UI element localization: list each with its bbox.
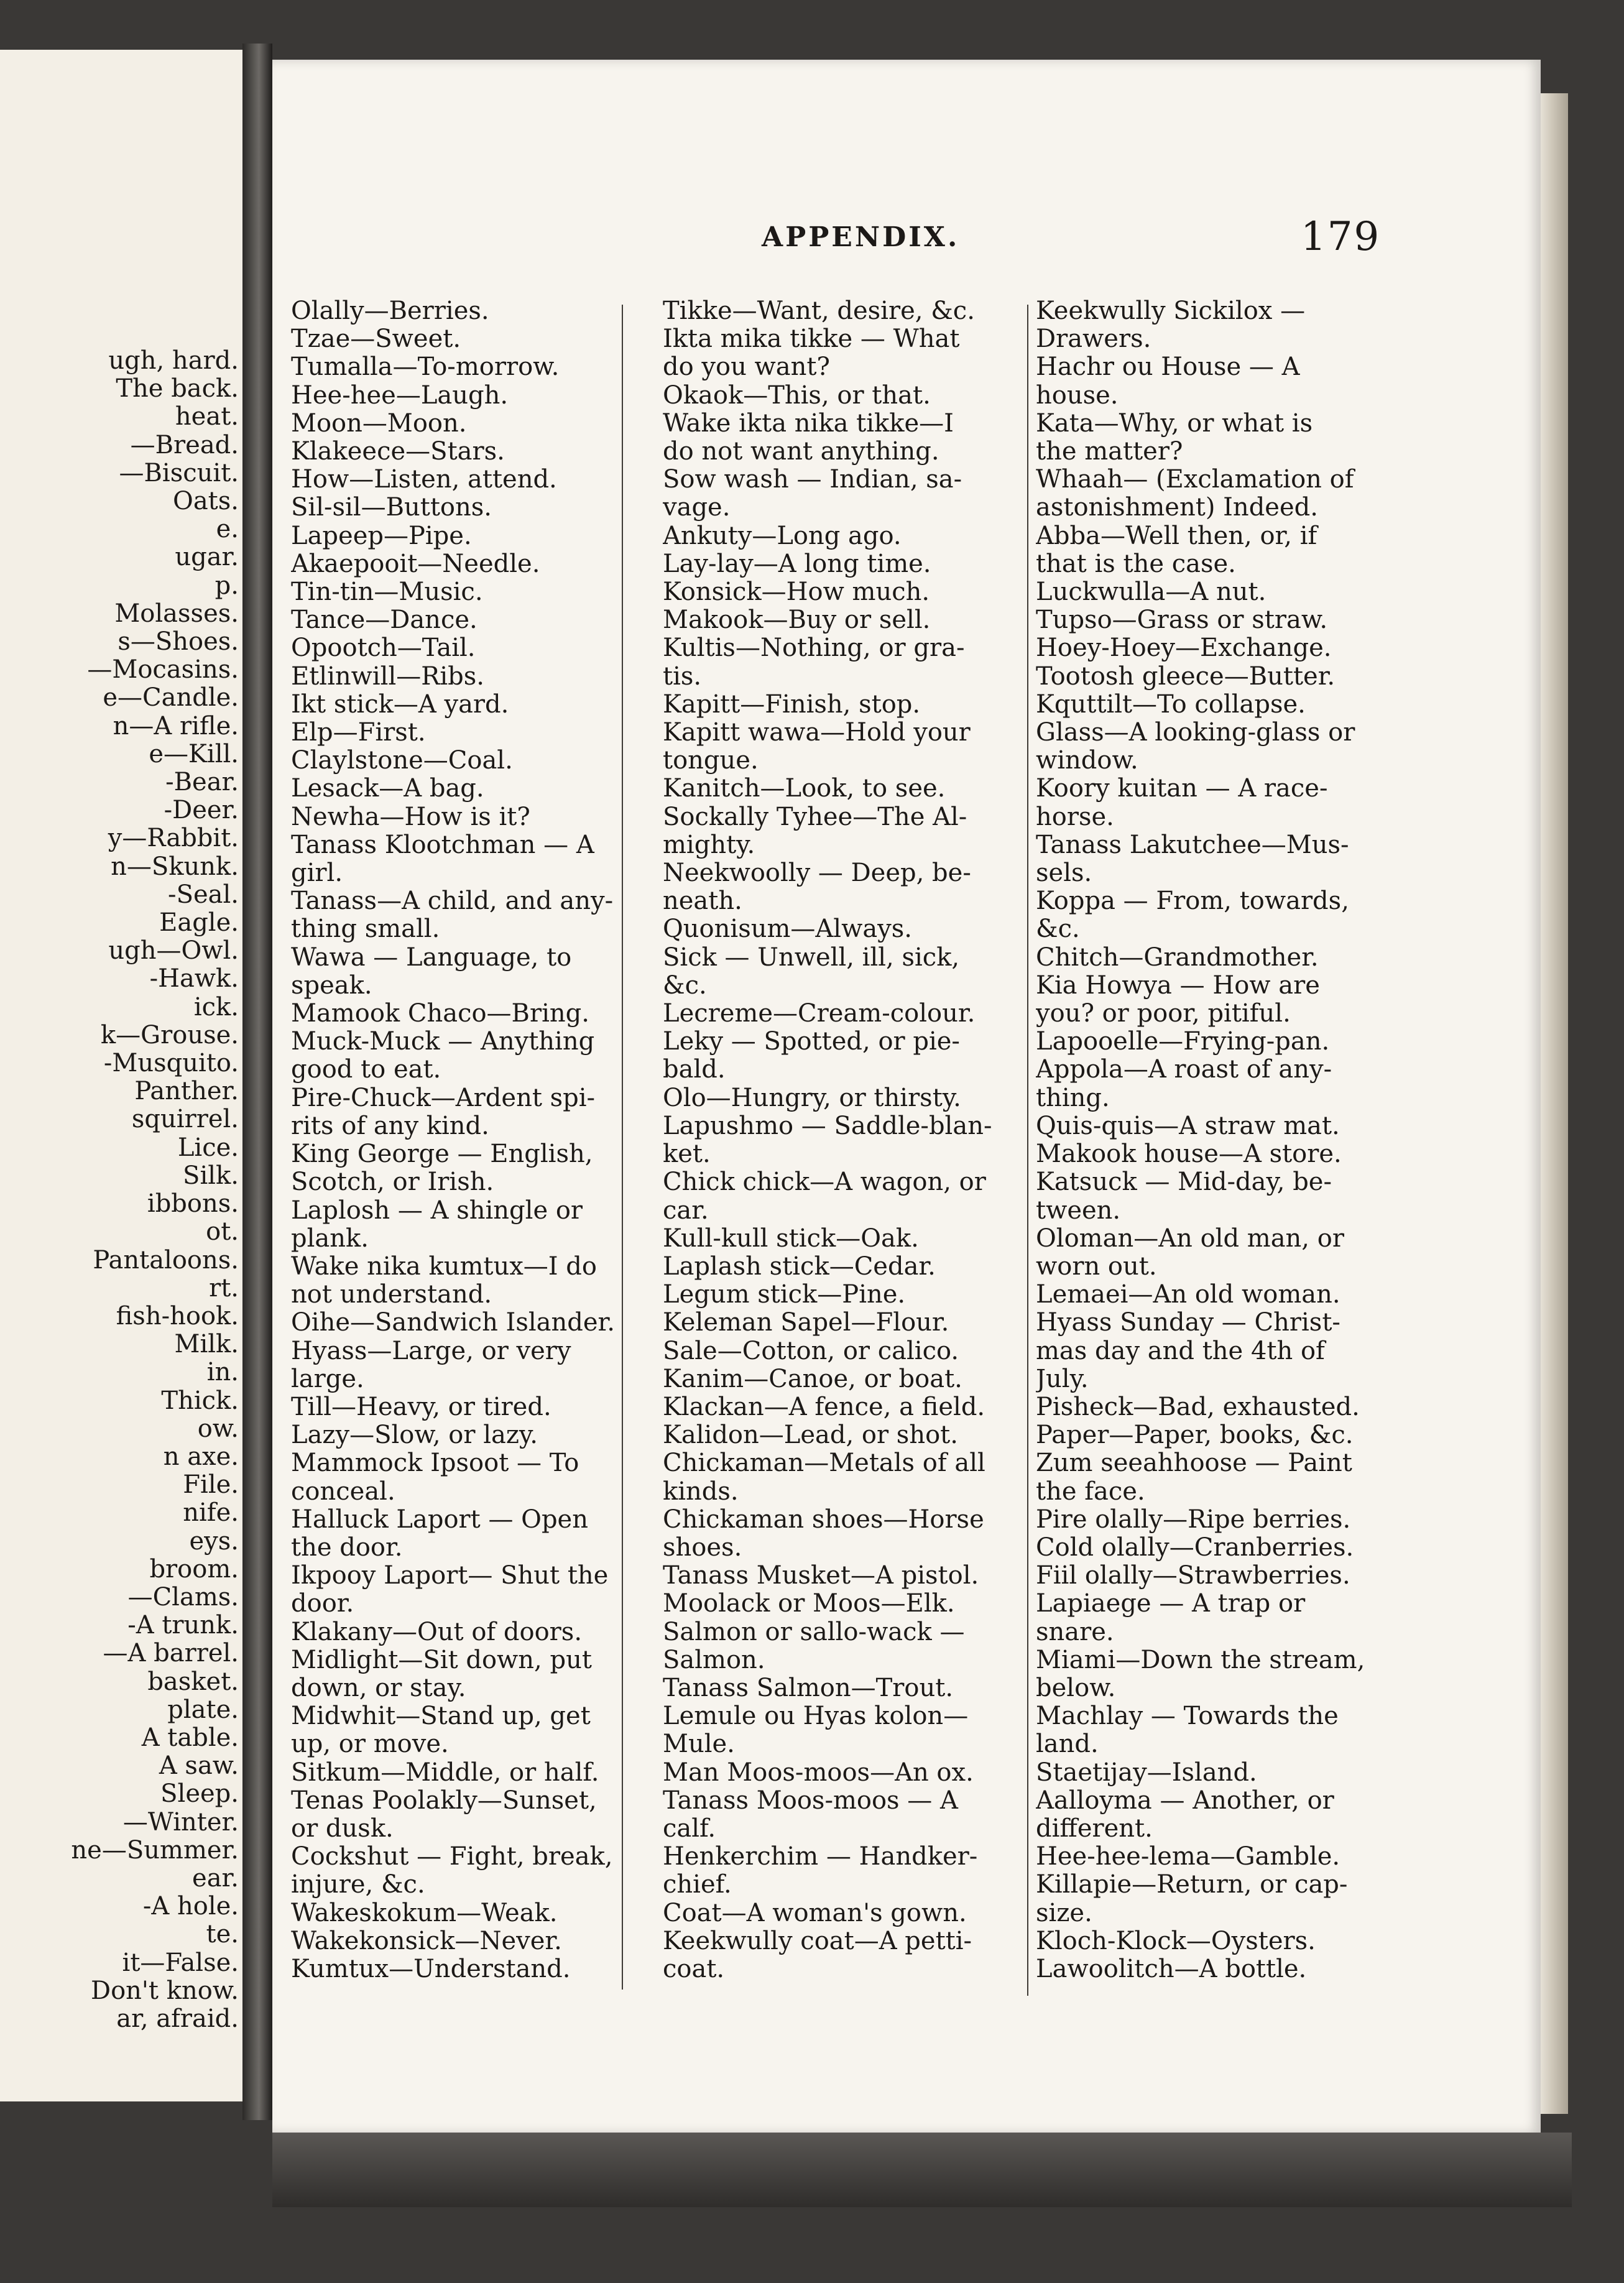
entry-line: Tootosh gleece—Butter. xyxy=(1036,662,1336,691)
entry-line: Cockshut — Fight, break, xyxy=(291,1843,613,1871)
entry-line: Tanass Moos-moos — A xyxy=(663,1786,958,1815)
column-rule xyxy=(1027,305,1028,1996)
entry-line: Kia Howya — How are xyxy=(1036,971,1320,1000)
entry-line: Lecreme—Cream-colour. xyxy=(663,1000,976,1028)
entry-line: rt. xyxy=(209,1274,239,1303)
entry-line: Kull-kull stick—Oak. xyxy=(663,1224,919,1253)
previous-page xyxy=(0,50,244,2101)
entry-line: do you want? xyxy=(663,353,830,382)
entry-line: ket. xyxy=(663,1140,711,1169)
entry-line: -A trunk. xyxy=(127,1612,239,1640)
entry-line: snare. xyxy=(1036,1618,1114,1646)
entry-line: Chitch—Grandmother. xyxy=(1036,943,1319,972)
entry-line: Pire-Chuck—Ardent spi- xyxy=(291,1084,596,1112)
entry-line: shoes. xyxy=(663,1533,742,1562)
entry-line: down, or stay. xyxy=(291,1674,466,1702)
entry-line: —Bread. xyxy=(130,431,239,459)
page-edge xyxy=(1541,93,1568,2114)
entry-line: Lazy—Slow, or lazy. xyxy=(291,1421,538,1450)
entry-line: Moolack or Moos—Elk. xyxy=(663,1590,955,1618)
entry-line: Quis-quis—A straw mat. xyxy=(1036,1112,1340,1140)
entry-line: Sale—Cotton, or calico. xyxy=(663,1337,959,1365)
entry-line: Tumalla—To-morrow. xyxy=(291,353,560,382)
entry-line: Makook house—A store. xyxy=(1036,1140,1342,1169)
entry-line: Lapeep—Pipe. xyxy=(291,522,472,550)
entry-line: Tance—Dance. xyxy=(291,606,478,635)
entry-line: Tenas Poolakly—Sunset, xyxy=(291,1786,597,1815)
entry-line: A table. xyxy=(141,1723,239,1752)
entry-line: Lay-lay—A long time. xyxy=(663,550,931,578)
entry-line: Kultis—Nothing, or gra- xyxy=(663,634,965,663)
entry-line: chief. xyxy=(663,1871,732,1899)
entry-line: Tanass Musket—A pistol. xyxy=(663,1562,979,1590)
entry-line: Oloman—An old man, or xyxy=(1036,1224,1344,1253)
entry-line: Drawers. xyxy=(1036,325,1151,354)
entry-line: Klackan—A fence, a field. xyxy=(663,1393,985,1421)
entry-line: Sow wash — Indian, sa- xyxy=(663,466,962,494)
entry-line: large. xyxy=(291,1365,364,1393)
entry-line: Sick — Unwell, ill, sick, xyxy=(663,943,960,972)
entry-line: Lemaei—An old woman. xyxy=(1036,1281,1340,1309)
entry-line: Mammock Ipsoot — To xyxy=(291,1449,579,1478)
entry-line: Ikpooy Laport— Shut the xyxy=(291,1562,609,1590)
entry-line: Coat—A woman's gown. xyxy=(663,1899,967,1927)
entry-line: The back. xyxy=(116,375,239,404)
entry-line: ugh, hard. xyxy=(108,347,239,375)
entry-line: —Clams. xyxy=(127,1583,239,1612)
book-gutter xyxy=(242,44,272,2120)
entry-line: n—Skunk. xyxy=(111,852,239,881)
entry-line: Moon—Moon. xyxy=(291,409,467,438)
entry-line: Thick. xyxy=(161,1386,239,1415)
entry-line: worn out. xyxy=(1036,1252,1157,1281)
entry-line: Luckwulla—A nut. xyxy=(1036,578,1266,607)
entry-line: Scotch, or Irish. xyxy=(291,1168,494,1197)
entry-line: car. xyxy=(663,1196,709,1225)
entry-line: k—Grouse. xyxy=(100,1021,239,1049)
entry-line: July. xyxy=(1036,1365,1089,1393)
entry-line: girl. xyxy=(291,859,343,888)
entry-line: Kapitt—Finish, stop. xyxy=(663,690,921,719)
entry-line: neath. xyxy=(663,887,742,916)
entry-line: mas day and the 4th of xyxy=(1036,1337,1325,1365)
entry-line: Abba—Well then, or, if xyxy=(1036,522,1317,550)
entry-line: injure, &c. xyxy=(291,1871,425,1899)
entry-line: the face. xyxy=(1036,1477,1145,1506)
entry-line: Pisheck—Bad, exhausted. xyxy=(1036,1393,1360,1421)
entry-line: window. xyxy=(1036,747,1138,775)
entry-line: Tanass Lakutchee—Mus- xyxy=(1036,831,1349,859)
entry-line: -Musquito. xyxy=(103,1049,239,1078)
entry-line: Keekwully coat—A petti- xyxy=(663,1927,972,1955)
entry-line: the door. xyxy=(291,1533,403,1562)
entry-line: Glass—A looking-glass or xyxy=(1036,719,1355,747)
entry-line: Hee-hee-lema—Gamble. xyxy=(1036,1843,1340,1871)
entry-line: Quonisum—Always. xyxy=(663,915,913,944)
entry-line: tween. xyxy=(1036,1196,1121,1225)
entry-line: ick. xyxy=(193,993,239,1022)
entry-line: Tupso—Grass or straw. xyxy=(1036,606,1328,635)
entry-line: that is the case. xyxy=(1036,550,1236,578)
entry-line: ne—Summer. xyxy=(71,1836,239,1865)
entry-line: Leky — Spotted, or pie- xyxy=(663,1028,960,1056)
entry-line: Opootch—Tail. xyxy=(291,634,476,663)
entry-line: Midwhit—Stand up, get xyxy=(291,1702,591,1731)
entry-line: or dusk. xyxy=(291,1814,394,1843)
entry-line: Makook—Buy or sell. xyxy=(663,606,931,635)
entry-line: Hyass Sunday — Christ- xyxy=(1036,1309,1340,1337)
entry-line: Etlinwill—Ribs. xyxy=(291,662,484,691)
entry-line: Hachr ou House — A xyxy=(1036,353,1300,382)
entry-line: Hyass—Large, or very xyxy=(291,1337,571,1365)
entry-line: —Biscuit. xyxy=(119,459,239,487)
entry-line: Sitkum—Middle, or half. xyxy=(291,1758,599,1787)
entry-line: Laplash stick—Cedar. xyxy=(663,1252,936,1281)
entry-line: Kapitt wawa—Hold your xyxy=(663,719,971,747)
entry-line: not understand. xyxy=(291,1281,492,1309)
entry-line: Wawa — Language, to xyxy=(291,943,572,972)
entry-line: the matter? xyxy=(1036,438,1183,466)
entry-line: Silk. xyxy=(183,1161,239,1190)
entry-line: ugar. xyxy=(175,543,239,572)
entry-line: good to eat. xyxy=(291,1056,441,1084)
entry-line: Keekwully Sickilox — xyxy=(1036,297,1306,325)
entry-line: Mule. xyxy=(663,1730,735,1759)
entry-line: ibbons. xyxy=(147,1190,239,1219)
entry-line: —A barrel. xyxy=(103,1640,239,1668)
previous-page-text xyxy=(0,347,242,2033)
entry-line: Klakany—Out of doors. xyxy=(291,1618,583,1646)
entry-line: —Winter. xyxy=(122,1808,239,1837)
entry-line: kinds. xyxy=(663,1477,739,1506)
entry-line: Kata—Why, or what is xyxy=(1036,409,1313,438)
entry-line: te. xyxy=(206,1921,239,1949)
entry-line: Hee-hee—Laugh. xyxy=(291,381,509,410)
entry-line: Kloch-Klock—Oysters. xyxy=(1036,1927,1316,1955)
entry-line: Kalidon—Lead, or shot. xyxy=(663,1421,958,1450)
entry-line: Pire olally—Ripe berries. xyxy=(1036,1505,1351,1534)
entry-line: Koory kuitan — A race- xyxy=(1036,775,1328,803)
bottom-shadow xyxy=(272,2133,1572,2207)
entry-line: broom. xyxy=(149,1555,239,1584)
entry-line: fish-hook. xyxy=(116,1302,239,1331)
entry-line: -Bear. xyxy=(165,768,239,797)
entry-line: Lesack—A bag. xyxy=(291,775,484,803)
entry-line: Eagle. xyxy=(159,909,239,938)
entry-line: Whaah— (Exclamation of xyxy=(1036,466,1354,494)
entry-line: ow. xyxy=(197,1414,239,1443)
entry-line: thing small. xyxy=(291,915,440,944)
entry-line: y—Rabbit. xyxy=(108,824,239,853)
entry-line: e. xyxy=(216,515,239,544)
entry-line: Staetijay—Island. xyxy=(1036,1758,1257,1787)
entry-line: Pantaloons. xyxy=(93,1246,239,1275)
entry-line: Tanass Salmon—Trout. xyxy=(663,1674,954,1702)
vocabulary-column-2 xyxy=(663,297,1017,1983)
entry-line: Kanim—Canoe, or boat. xyxy=(663,1365,962,1393)
entry-line: How—Listen, attend. xyxy=(291,466,557,494)
entry-line: mighty. xyxy=(663,831,755,859)
entry-line: -Deer. xyxy=(164,796,239,825)
entry-line: Lemule ou Hyas kolon— xyxy=(663,1702,969,1731)
entry-line: Olo—Hungry, or thirsty. xyxy=(663,1084,961,1112)
entry-line: Neekwoolly — Deep, be- xyxy=(663,859,971,888)
entry-line: Salmon. xyxy=(663,1646,765,1674)
entry-line: coat. xyxy=(663,1955,725,1983)
entry-line: Okaok—This, or that. xyxy=(663,381,931,410)
entry-line: n axe. xyxy=(163,1442,239,1471)
entry-line: do not want anything. xyxy=(663,438,939,466)
entry-line: Ikt stick—A yard. xyxy=(291,690,509,719)
entry-line: Oats. xyxy=(173,487,239,516)
entry-line: tongue. xyxy=(663,747,759,775)
entry-line: Ikta mika tikke — What xyxy=(663,325,960,354)
entry-line: Zum seeahhoose — Paint xyxy=(1036,1449,1352,1478)
entry-line: Appola—A roast of any- xyxy=(1036,1056,1332,1084)
entry-line: Machlay — Towards the xyxy=(1036,1702,1339,1731)
entry-line: Oihe—Sandwich Islander. xyxy=(291,1309,615,1337)
entry-line: Sockally Tyhee—The Al- xyxy=(663,803,967,831)
entry-line: Halluck Laport — Open xyxy=(291,1505,588,1534)
entry-line: Midlight—Sit down, put xyxy=(291,1646,592,1674)
entry-line: size. xyxy=(1036,1899,1092,1927)
entry-line: heat. xyxy=(175,403,239,431)
entry-line: -Hawk. xyxy=(149,965,239,994)
entry-line: thing. xyxy=(1036,1084,1110,1112)
entry-line: Claylstone—Coal. xyxy=(291,747,513,775)
entry-line: Keleman Sapel—Flour. xyxy=(663,1309,949,1337)
entry-line: Don't know. xyxy=(91,1976,239,2005)
entry-line: ear. xyxy=(192,1864,239,1893)
entry-line: Koppa — From, towards, xyxy=(1036,887,1349,916)
entry-line: Wakeskokum—Weak. xyxy=(291,1899,558,1927)
entry-line: Hoey-Hoey—Exchange. xyxy=(1036,634,1332,663)
entry-line: Konsick—How much. xyxy=(663,578,930,607)
entry-line: —Mocasins. xyxy=(87,656,239,685)
entry-line: Kanitch—Look, to see. xyxy=(663,775,946,803)
entry-line: Sil-sil—Buttons. xyxy=(291,494,492,522)
entry-line: -A hole. xyxy=(142,1893,239,1921)
entry-line: Kumtux—Understand. xyxy=(291,1955,571,1983)
entry-line: Lapiaege — A trap or xyxy=(1036,1590,1306,1618)
entry-line: vage. xyxy=(663,494,731,522)
entry-line: Tanass—A child, and any- xyxy=(291,887,614,916)
entry-line: Mamook Chaco—Bring. xyxy=(291,1000,589,1028)
entry-line: it—False. xyxy=(122,1949,239,1977)
entry-line: File. xyxy=(183,1471,239,1500)
entry-line: sels. xyxy=(1036,859,1092,888)
entry-line: Ankuty—Long ago. xyxy=(663,522,902,550)
entry-line: Kquttilt—To collapse. xyxy=(1036,690,1306,719)
entry-line: different. xyxy=(1036,1814,1153,1843)
entry-line: calf. xyxy=(663,1814,716,1843)
entry-line: s—Shoes. xyxy=(118,628,239,657)
entry-line: Cold olally—Cranberries. xyxy=(1036,1533,1354,1562)
entry-line: house. xyxy=(1036,381,1119,410)
entry-line: -Seal. xyxy=(168,880,239,909)
entry-line: Henkerchim — Handker- xyxy=(663,1843,978,1871)
entry-line: eys. xyxy=(189,1527,239,1556)
entry-line: bald. xyxy=(663,1056,726,1084)
entry-line: Till—Heavy, or tired. xyxy=(291,1393,551,1421)
entry-line: horse. xyxy=(1036,803,1114,831)
vocabulary-column-3 xyxy=(1036,297,1393,1983)
entry-line: door. xyxy=(291,1590,354,1618)
entry-line: Laplosh — A shingle or xyxy=(291,1196,583,1225)
entry-line: Molasses. xyxy=(114,599,239,628)
entry-line: Chickaman—Metals of all xyxy=(663,1449,985,1478)
entry-line: Legum stick—Pine. xyxy=(663,1281,906,1309)
column-rule xyxy=(622,305,623,1990)
entry-line: &c. xyxy=(1036,915,1080,944)
entry-line: Akaepooit—Needle. xyxy=(291,550,540,578)
entry-line: ar, afraid. xyxy=(116,2004,239,2033)
entry-line: e—Kill. xyxy=(149,740,239,768)
entry-line: Klakeece—Stars. xyxy=(291,438,505,466)
entry-line: ot. xyxy=(206,1218,239,1247)
entry-line: in. xyxy=(206,1358,239,1387)
entry-line: plank. xyxy=(291,1224,369,1253)
entry-line: e—Candle. xyxy=(103,684,239,713)
entry-line: Paper—Paper, books, &c. xyxy=(1036,1421,1354,1450)
entry-line: astonishment) Indeed. xyxy=(1036,494,1318,522)
entry-line: Panther. xyxy=(134,1077,239,1106)
entry-line: rits of any kind. xyxy=(291,1112,489,1140)
entry-line: &c. xyxy=(663,971,707,1000)
entry-line: squirrel. xyxy=(131,1105,239,1134)
entry-line: Miami—Down the stream, xyxy=(1036,1646,1365,1674)
entry-line: basket. xyxy=(147,1667,239,1696)
entry-line: Wake ikta nika tikke—I xyxy=(663,409,954,438)
entry-line: below. xyxy=(1036,1674,1116,1702)
entry-line: King George — English, xyxy=(291,1140,593,1169)
entry-line: Tanass Klootchman — A xyxy=(291,831,594,859)
vocabulary-column-1 xyxy=(291,297,645,1983)
entry-line: plate. xyxy=(167,1695,239,1724)
entry-line: Elp—First. xyxy=(291,719,426,747)
entry-line: Man Moos-moos—An ox. xyxy=(663,1758,974,1787)
entry-line: land. xyxy=(1036,1730,1099,1759)
entry-line: Sleep. xyxy=(160,1780,239,1809)
entry-line: Lapushmo — Saddle-blan- xyxy=(663,1112,992,1140)
entry-line: Aalloyma — Another, or xyxy=(1036,1786,1334,1815)
entry-line: Olally—Berries. xyxy=(291,297,489,325)
entry-line: ugh—Owl. xyxy=(108,937,239,966)
entry-line: Salmon or sallo-wack — xyxy=(663,1618,965,1646)
entry-line: tis. xyxy=(663,662,702,691)
entry-line: Chick chick—A wagon, or xyxy=(663,1168,986,1197)
entry-line: Newha—How is it? xyxy=(291,803,530,831)
entry-line: A saw. xyxy=(159,1752,239,1781)
entry-line: Wake nika kumtux—I do xyxy=(291,1252,597,1281)
entry-line: Milk. xyxy=(174,1331,239,1359)
entry-line: Chickaman shoes—Horse xyxy=(663,1505,984,1534)
entry-line: you? or poor, pitiful. xyxy=(1036,1000,1291,1028)
entry-line: Katsuck — Mid-day, be- xyxy=(1036,1168,1332,1197)
entry-line: Muck-Muck — Anything xyxy=(291,1028,595,1056)
entry-line: Lice. xyxy=(177,1133,239,1162)
entry-line: Tzae—Sweet. xyxy=(291,325,461,354)
entry-line: Fiil olally—Strawberries. xyxy=(1036,1562,1350,1590)
running-head: APPENDIX. xyxy=(762,221,960,253)
entry-line: n—A rifle. xyxy=(113,712,239,740)
page-number: 179 xyxy=(1301,214,1381,260)
entry-line: Lawoolitch—A bottle. xyxy=(1036,1955,1307,1983)
entry-line: conceal. xyxy=(291,1477,395,1506)
entry-line: Lapooelle—Frying-pan. xyxy=(1036,1028,1330,1056)
entry-line: p. xyxy=(215,571,239,600)
entry-line: up, or move. xyxy=(291,1730,449,1759)
entry-line: nife. xyxy=(183,1499,239,1528)
entry-line: Tin-tin—Music. xyxy=(291,578,483,607)
entry-line: Wakekonsick—Never. xyxy=(291,1927,562,1955)
entry-line: speak. xyxy=(291,971,372,1000)
entry-line: Killapie—Return, or cap- xyxy=(1036,1871,1348,1899)
entry-line: Tikke—Want, desire, &c. xyxy=(663,297,975,325)
